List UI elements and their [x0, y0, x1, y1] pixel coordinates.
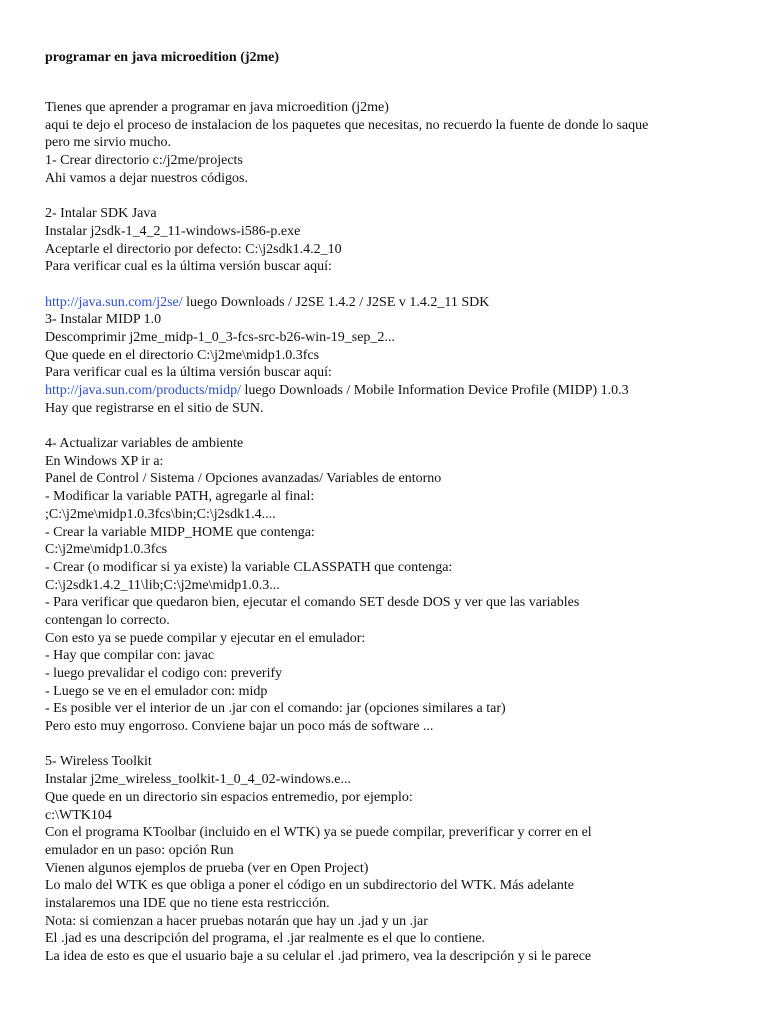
text-line: contengan lo correcto.	[45, 612, 170, 628]
text-line: Con esto ya se puede compilar y ejecutar en el emulador:	[45, 630, 366, 646]
line-text: luego Downloads / J2SE 1.4.2 / J2SE v 1.4.2_11 SDK	[182, 294, 490, 310]
text-line: C:\j2me\midp1.0.3fcs	[45, 542, 168, 558]
text-line: aqui te dejo el proceso de instalacion de los paquetes que necesitas, no recuerdo la fuente de donde lo saque	[45, 117, 649, 133]
blank-line	[45, 276, 755, 294]
text-line: En Windows XP ir a:	[45, 453, 164, 469]
text-line: Para verificar cual es la última versión buscar aquí:	[45, 365, 332, 381]
blank-line	[45, 736, 755, 754]
blank-line	[45, 417, 755, 435]
text-line: La idea de esto es que el usuario baje a su celular el .jad primero, vea la descripción y si le parece	[45, 949, 592, 964]
text-line: ;C:\j2me\midp1.0.3fcs\bin;C:\j2sdk1.4....	[45, 506, 276, 522]
url-link[interactable]: http://java.sun.com/j2se/	[45, 294, 183, 310]
text-line: Instalar j2sdk-1_4_2_11-windows-i586-p.exe	[45, 223, 301, 239]
line-text: luego Downloads / Mobile Information Device Profile (MIDP) 1.0.3	[240, 383, 629, 398]
text-line: Panel de Control / Sistema / Opciones avanzadas/ Variables de entorno	[45, 471, 442, 487]
text-line: Vienen algunos ejemplos de prueba (ver en Open Project)	[45, 860, 369, 876]
text-line-with-link	[45, 382, 755, 400]
text-line: Descomprimir j2me_midp-1_0_3-fcs-src-b26-win-19_sep_2...	[45, 329, 395, 345]
text-line: 4- Actualizar variables de ambiente	[45, 436, 244, 452]
text-line: - Para verificar que quedaron bien, ejecutar el comando SET desde DOS y ver que las variables	[45, 595, 580, 611]
text-line: instalaremos una IDE que no tiene esta restricción.	[45, 895, 330, 911]
text-line: c:\WTK104	[45, 807, 112, 823]
text-line: Que quede en un directorio sin espacios entremedio, por ejemplo:	[45, 789, 413, 805]
text-line: pero me sirvio mucho.	[45, 135, 171, 151]
text-line-with-link	[45, 294, 755, 312]
text-line: - Crear la variable MIDP_HOME que contenga:	[45, 524, 315, 540]
document-title: programar en java microedition (j2me)	[45, 50, 280, 65]
text-line: - Hay que compilar con: javac	[45, 648, 215, 664]
text-line: Lo malo del WTK es que obliga a poner el código en un subdirectorio del WTK. Más adelante	[45, 878, 574, 894]
blank-line	[45, 187, 755, 205]
text-line: Ahi vamos a dejar nuestros códigos.	[45, 170, 248, 186]
text-line: 2- Intalar SDK Java	[45, 206, 157, 222]
text-line: Hay que registrarse en el sitio de SUN.	[45, 400, 264, 416]
text-line: - Modificar la variable PATH, agregarle al final:	[45, 489, 315, 505]
text-line: C:\j2sdk1.4.2_11\lib;C:\j2me\midp1.0.3...	[45, 577, 280, 593]
text-line: Aceptarle el directorio por defecto: C:\j2sdk1.4.2_10	[45, 241, 342, 257]
text-line: El .jad es una descripción del programa, el .jar realmente es el que lo contiene.	[45, 931, 486, 947]
text-line: Para verificar cual es la última versión buscar aquí:	[45, 259, 332, 275]
text-line: 5- Wireless Toolkit	[45, 754, 152, 770]
text-line: 1- Crear directorio c:/j2me/projects	[45, 153, 243, 169]
document-body	[45, 99, 755, 966]
text-line: Con el programa KToolbar (incluido en el WTK) ya se puede compilar, preverificar y correr en el	[45, 825, 592, 841]
text-line: Instalar j2me_wireless_toolkit-1_0_4_02-windows.e...	[45, 772, 352, 788]
text-line: 3- Instalar MIDP 1.0	[45, 312, 162, 328]
text-line: emulador en un paso: opción Run	[45, 842, 234, 858]
text-line: - Luego se ve en el emulador con: midp	[45, 683, 268, 699]
text-line: - Crear (o modificar si ya existe) la variable CLASSPATH que contenga:	[45, 559, 453, 575]
text-line: Que quede en el directorio C:\j2me\midp1.0.3fcs	[45, 347, 320, 363]
text-line: Tienes que aprender a programar en java microedition (j2me)	[45, 100, 389, 115]
url-link[interactable]: http://java.sun.com/products/midp/	[45, 383, 241, 398]
text-line: - Es posible ver el interior de un .jar con el comando: jar (opciones similares a tar)	[45, 701, 506, 717]
text-line: - luego prevalidar el codigo con: preverify	[45, 666, 283, 681]
text-line: Pero esto muy engorroso. Conviene bajar un poco más de software ...	[45, 719, 434, 735]
text-line: Nota: si comienzan a hacer pruebas notarán que hay un .jad y un .jar	[45, 913, 428, 929]
